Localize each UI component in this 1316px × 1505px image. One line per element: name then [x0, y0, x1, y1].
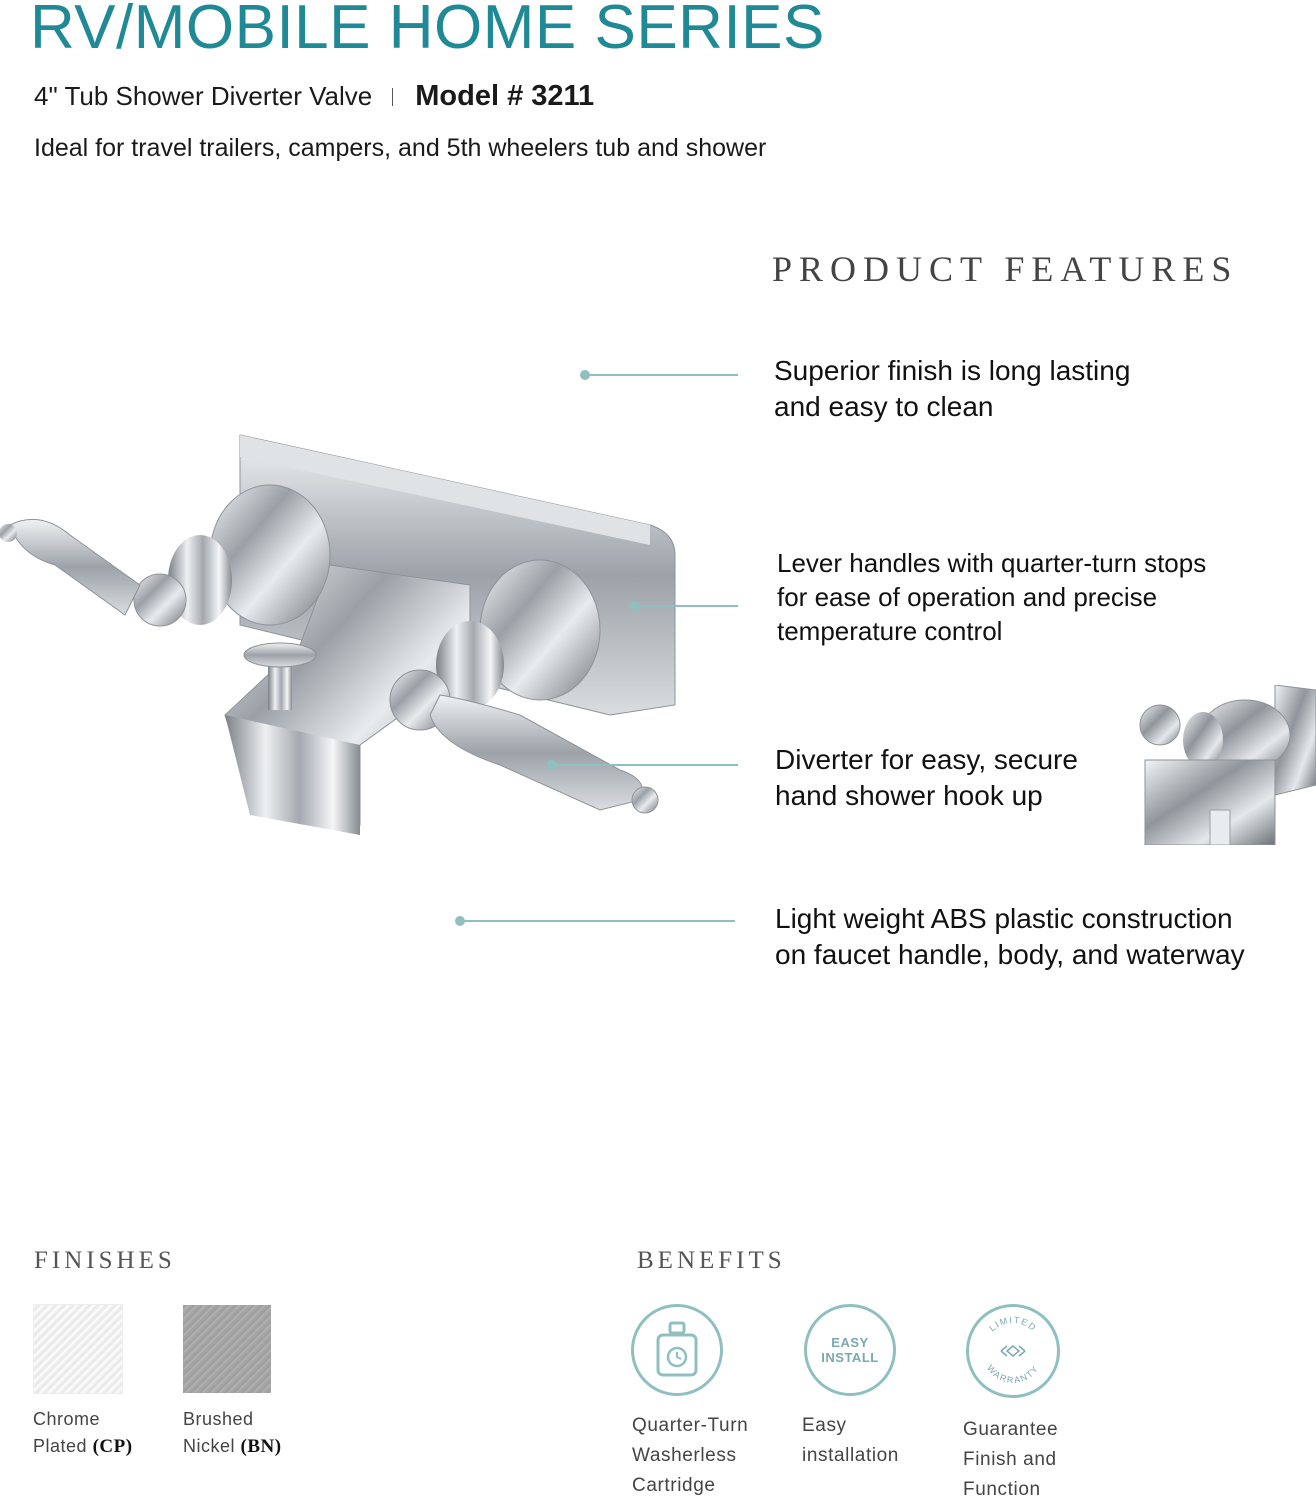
faucet-product-image	[0, 415, 700, 845]
finish-label-chrome	[33, 1406, 133, 1460]
feature-line: Lever handles with quarter-turn stops	[777, 548, 1207, 578]
benefit-line: Easy	[802, 1415, 847, 1436]
benefit-label-cartridge	[632, 1411, 748, 1501]
model-number: Model # 3211	[415, 80, 595, 112]
nickel-swatch	[183, 1305, 271, 1393]
svg-text:WARRANTY: WARRANTY	[985, 1363, 1041, 1386]
feature-item	[775, 742, 1078, 814]
cartridge-icon	[631, 1304, 723, 1396]
callout-line	[638, 605, 738, 607]
callout-line	[555, 764, 738, 766]
benefit-line: Finish and	[963, 1449, 1057, 1470]
benefit-line: installation	[802, 1445, 899, 1466]
page-title: RV/MOBILE HOME SERIES	[30, 0, 825, 62]
feature-item	[774, 353, 1130, 425]
benefit-line: Guarantee	[963, 1419, 1059, 1440]
callout-line	[588, 374, 738, 376]
benefits-heading: BENEFITS	[637, 1247, 786, 1274]
feature-line: Light weight ABS plastic construction	[775, 903, 1233, 934]
benefit-line: Quarter-Turn	[632, 1415, 749, 1436]
feature-line: Superior finish is long lasting	[774, 355, 1131, 386]
diverter-detail-image	[1125, 685, 1316, 845]
limited-warranty-icon	[966, 1304, 1060, 1398]
product-name: 4" Tub Shower Diverter Valve	[34, 81, 373, 111]
benefit-label-warranty	[963, 1415, 1058, 1505]
finishes-heading: FINISHES	[34, 1247, 176, 1274]
benefit-line: Washerless	[632, 1445, 737, 1466]
finish-label-nickel	[183, 1406, 282, 1460]
svg-text:LIMITED: LIMITED	[987, 1314, 1039, 1334]
feature-item	[775, 901, 1245, 973]
benefit-line: Cartridge	[632, 1475, 716, 1496]
callout-line	[463, 920, 735, 922]
finish-line: Chrome	[33, 1409, 101, 1429]
feature-line: for ease of operation and precise	[777, 582, 1158, 612]
feature-line: temperature control	[777, 616, 1003, 646]
easy-install-icon: EASY INSTALL	[804, 1304, 896, 1396]
divider	[392, 88, 393, 106]
finish-line: Brushed	[183, 1409, 254, 1429]
feature-line: on faucet handle, body, and waterway	[775, 939, 1245, 970]
feature-item	[777, 546, 1206, 648]
finish-code: (CP)	[92, 1436, 133, 1457]
feature-line: hand shower hook up	[775, 780, 1043, 811]
benefit-label-install	[802, 1411, 899, 1471]
product-subtitle	[34, 80, 594, 113]
features-heading: PRODUCT FEATURES	[772, 249, 1239, 289]
benefit-line: Function	[963, 1479, 1041, 1500]
finish-code: (BN)	[240, 1436, 282, 1457]
feature-line: Diverter for easy, secure	[775, 744, 1078, 775]
tagline: Ideal for travel trailers, campers, and 5th wheelers tub and shower	[34, 134, 767, 162]
feature-line: and easy to clean	[774, 391, 994, 422]
finish-line: Nickel (BN)	[183, 1436, 282, 1457]
finish-line: Plated (CP)	[33, 1436, 133, 1457]
chrome-swatch	[33, 1304, 123, 1394]
